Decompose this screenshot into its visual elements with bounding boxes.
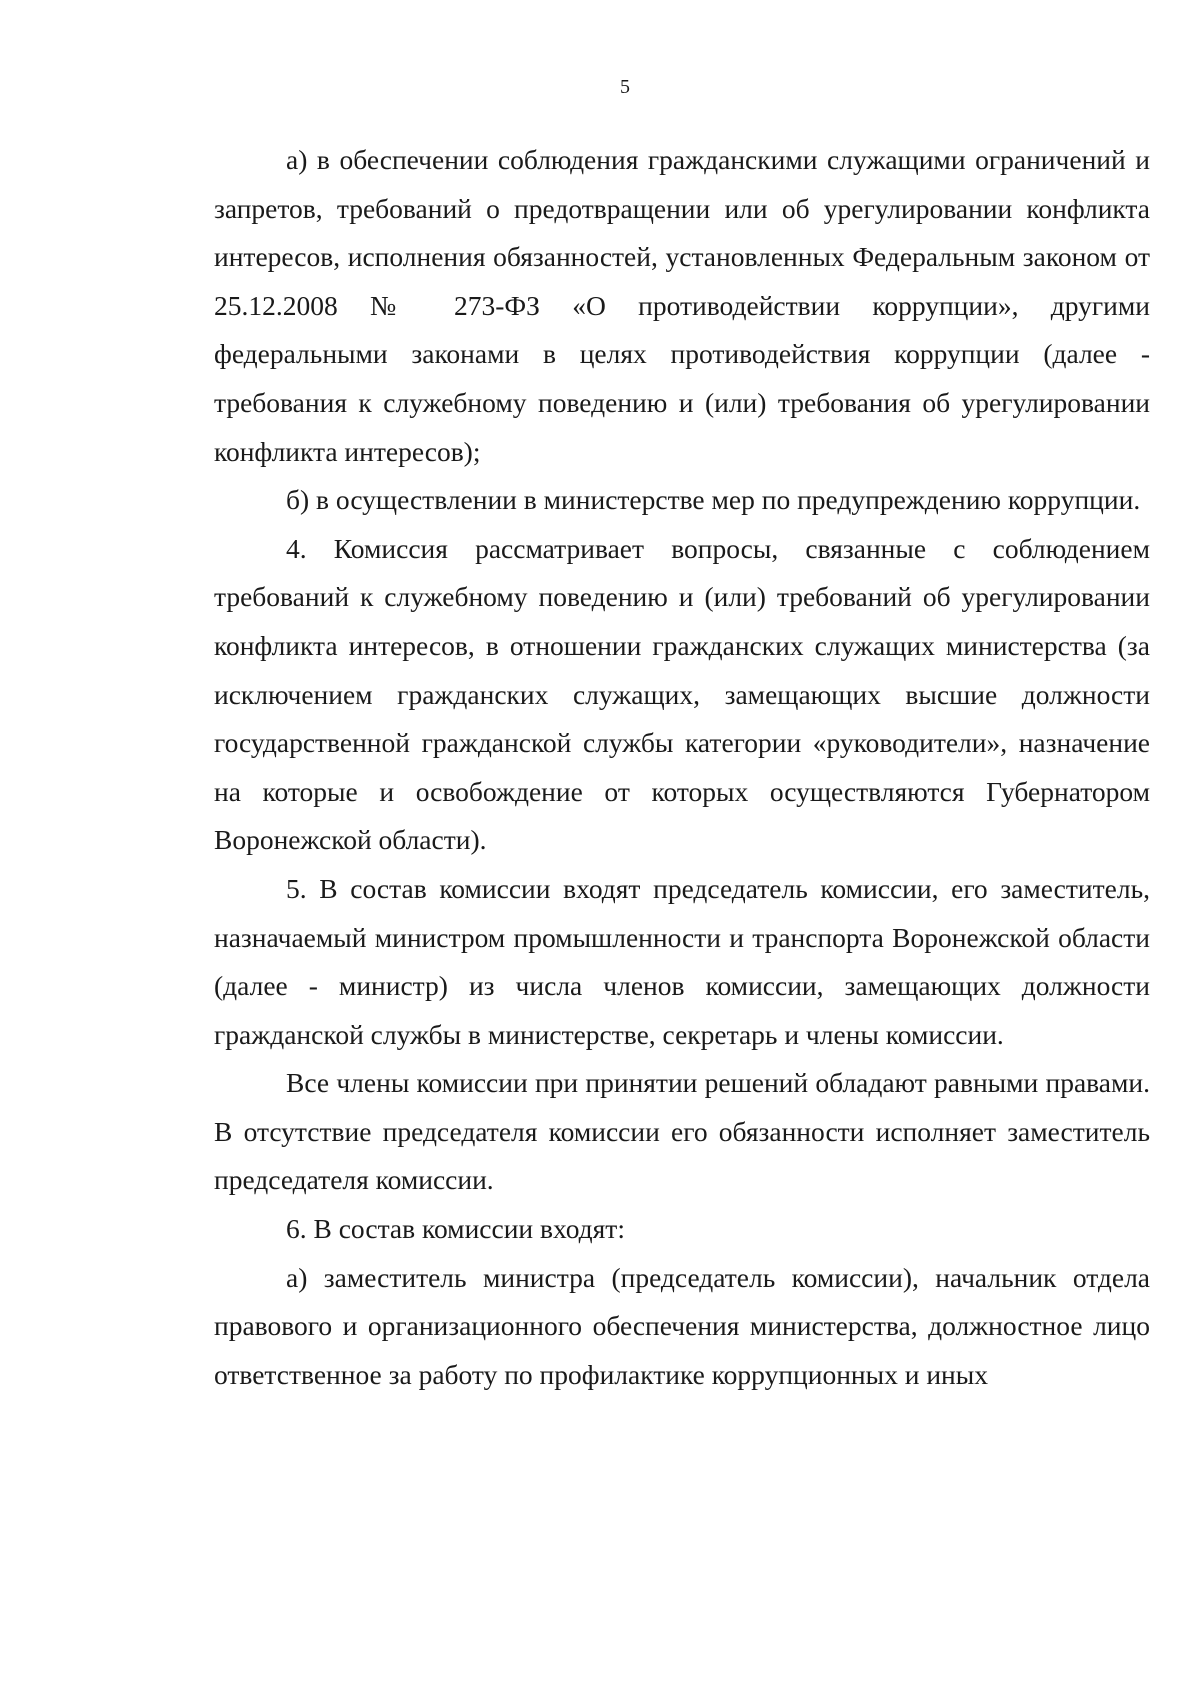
paragraph-5: 5. В состав комиссии входят председатель комиссии, его заместитель, назначаемый министром промышленности и транспорта Воронежской области (далее - министр) из числа членов комиссии, замещающих должности гражданской службы в министерстве, секретарь и члены комиссии. (214, 872, 1150, 1050)
paragraph-5-equal-rights: Все члены комиссии при принятии решений обладают равными правами. В отсутствие председателя комиссии его обязанности исполняет заместитель председателя комиссии. (214, 1067, 1150, 1196)
paragraph-3a: а) в обеспечении соблюдения гражданскими служащими ограничений и запретов, требований о предотвращении или об урегулировании конфликта интересов, исполнения обязанностей, установленных Федеральным законом от 25.12.2008 № 273-ФЗ «О противодействии коррупции», другими федеральными законами в целях противодействия коррупции (далее - требования к служебному поведению и (или) требования об урегулировании конфликта интересов); (214, 144, 1150, 467)
paragraph-3b: б) в осуществлении в министерстве мер по предупреждению коррупции. (286, 484, 1141, 516)
paragraph-6a: а) заместитель министра (председатель комиссии), начальник отдела правового и организационного обеспечения министерства, должностное лицо ответственное за работу по профилактике коррупционных и иных (214, 1261, 1150, 1390)
document-body (214, 136, 1150, 1399)
paragraph-6: 6. В состав комиссии входят: (286, 1213, 625, 1245)
page-number: 5 (620, 76, 630, 98)
paragraph-4: 4. Комиссия рассматривает вопросы, связанные с соблюдением требований к служебному поведению и (или) требований об урегулировании конфликта интересов, в отношении гражданских служащих министерства (за исключением гражданских служащих, замещающих высшие должности государственной гражданской службы категории «руководители», назначение на которые и освобождение от которых осуществляются Губернатором Воронежской области). (214, 532, 1150, 856)
